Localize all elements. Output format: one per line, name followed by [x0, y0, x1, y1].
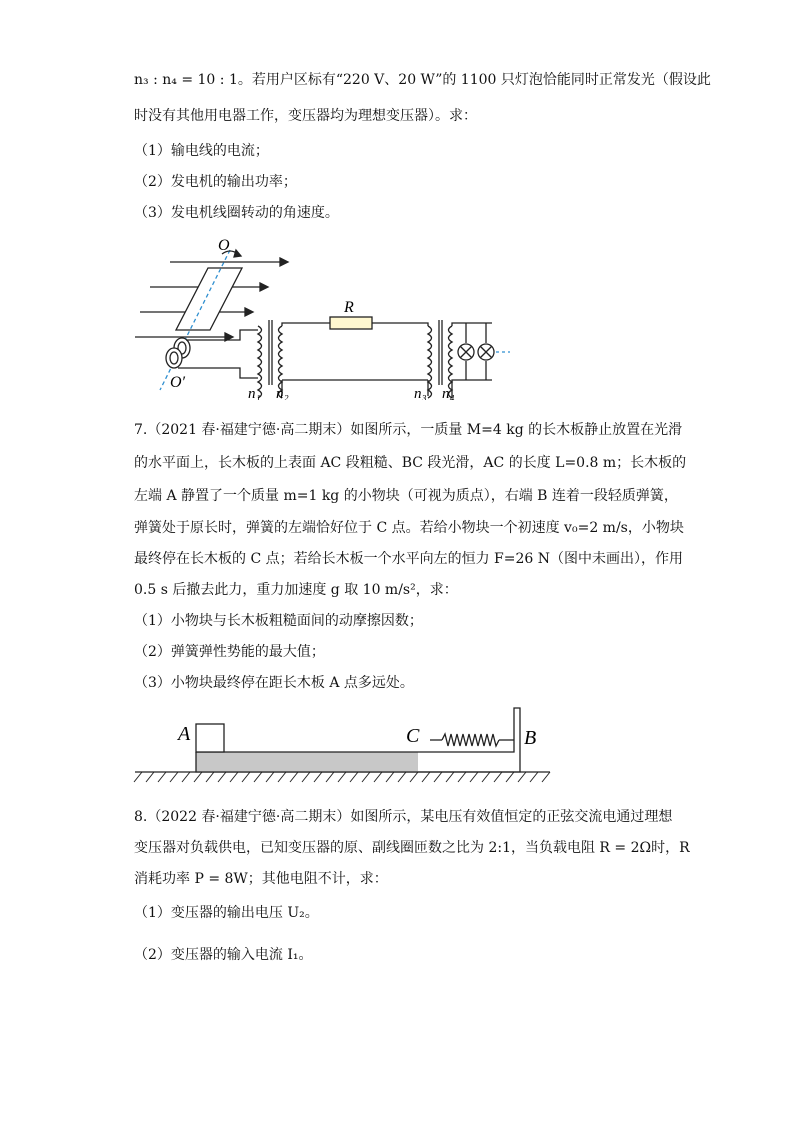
q6-subquestion-2: （2）发电机的输出功率；	[134, 174, 297, 190]
q8-text-line-1: 8.（2022 春·福建宁德·高二期末）如图所示，某电压有效值恒定的正弦交流电通过理想	[134, 809, 673, 825]
q8-text-line-3: 消耗功率 P = 8W；其他电阻不计，求：	[134, 871, 388, 887]
label-r: R	[344, 299, 354, 316]
q7-subquestion-2: （2）弹簧弹性势能的最大值；	[134, 644, 325, 660]
label-o: O	[218, 237, 230, 254]
q7-text-line-3: 左端 A 静置了一个质量 m=1 kg 的小物块（可视为质点），右端 B 连着一段轻质弹簧，	[134, 488, 678, 504]
q7-text-line-6: 0.5 s 后撤去此力，重力加速度 g 取 10 m/s²，求：	[134, 582, 458, 598]
label-n2: n₂	[276, 386, 289, 400]
q8-subquestion-2: （2）变压器的输入电流 I₁。	[134, 947, 313, 963]
label-c: C	[406, 725, 420, 747]
label-n3: n₃	[414, 386, 427, 400]
q6-text-line-1: n₃ : n₄ = 10 : 1。若用户区标有“220 V、20 W”的 1100 只灯泡恰能同时正常发光（假设此	[134, 72, 711, 88]
q6-text-line-2: 时没有其他用电器工作，变压器均为理想变压器）。求：	[134, 108, 477, 124]
generator-transmission-figure	[130, 230, 510, 400]
label-a: A	[178, 723, 191, 745]
q8-text-line-2: 变压器对负载供电，已知变压器的原、副线圈匝数之比为 2:1，当负载电阻 R = 2Ω时，R	[134, 840, 690, 856]
q6-subquestion-3: （3）发电机线圈转动的角速度。	[134, 205, 339, 221]
board-spring-figure	[130, 700, 555, 790]
q7-subquestion-3: （3）小物块最终停在距长木板 A 点多远处。	[134, 675, 414, 691]
q8-subquestion-1: （1）变压器的输出电压 U₂。	[134, 905, 319, 921]
q6-subquestion-1: （1）输电线的电流；	[134, 143, 269, 159]
q7-text-line-5: 最终停在长木板的 C 点；若给长木板一个水平向左的恒力 F=26 N（图中未画出），作用	[134, 551, 684, 567]
q7-text-line-4: 弹簧处于原长时，弹簧的左端恰好位于 C 点。若给小物块一个初速度 v₀=2 m/s，小物块	[134, 520, 684, 536]
label-n4: n₄	[442, 386, 455, 400]
label-o-prime: O′	[170, 374, 186, 391]
label-n1: n₁	[248, 386, 261, 400]
q7-text-line-1: 7.（2021 春·福建宁德·高二期末）如图所示，一质量 M=4 kg 的长木板静止放置在光滑	[134, 422, 683, 438]
label-b: B	[524, 727, 537, 749]
q7-text-line-2: 的水平面上，长木板的上表面 AC 段粗糙、BC 段光滑，AC 的长度 L=0.8 m；长木板的	[134, 455, 687, 471]
q7-subquestion-1: （1）小物块与长木板粗糙面间的动摩擦因数；	[134, 613, 423, 629]
